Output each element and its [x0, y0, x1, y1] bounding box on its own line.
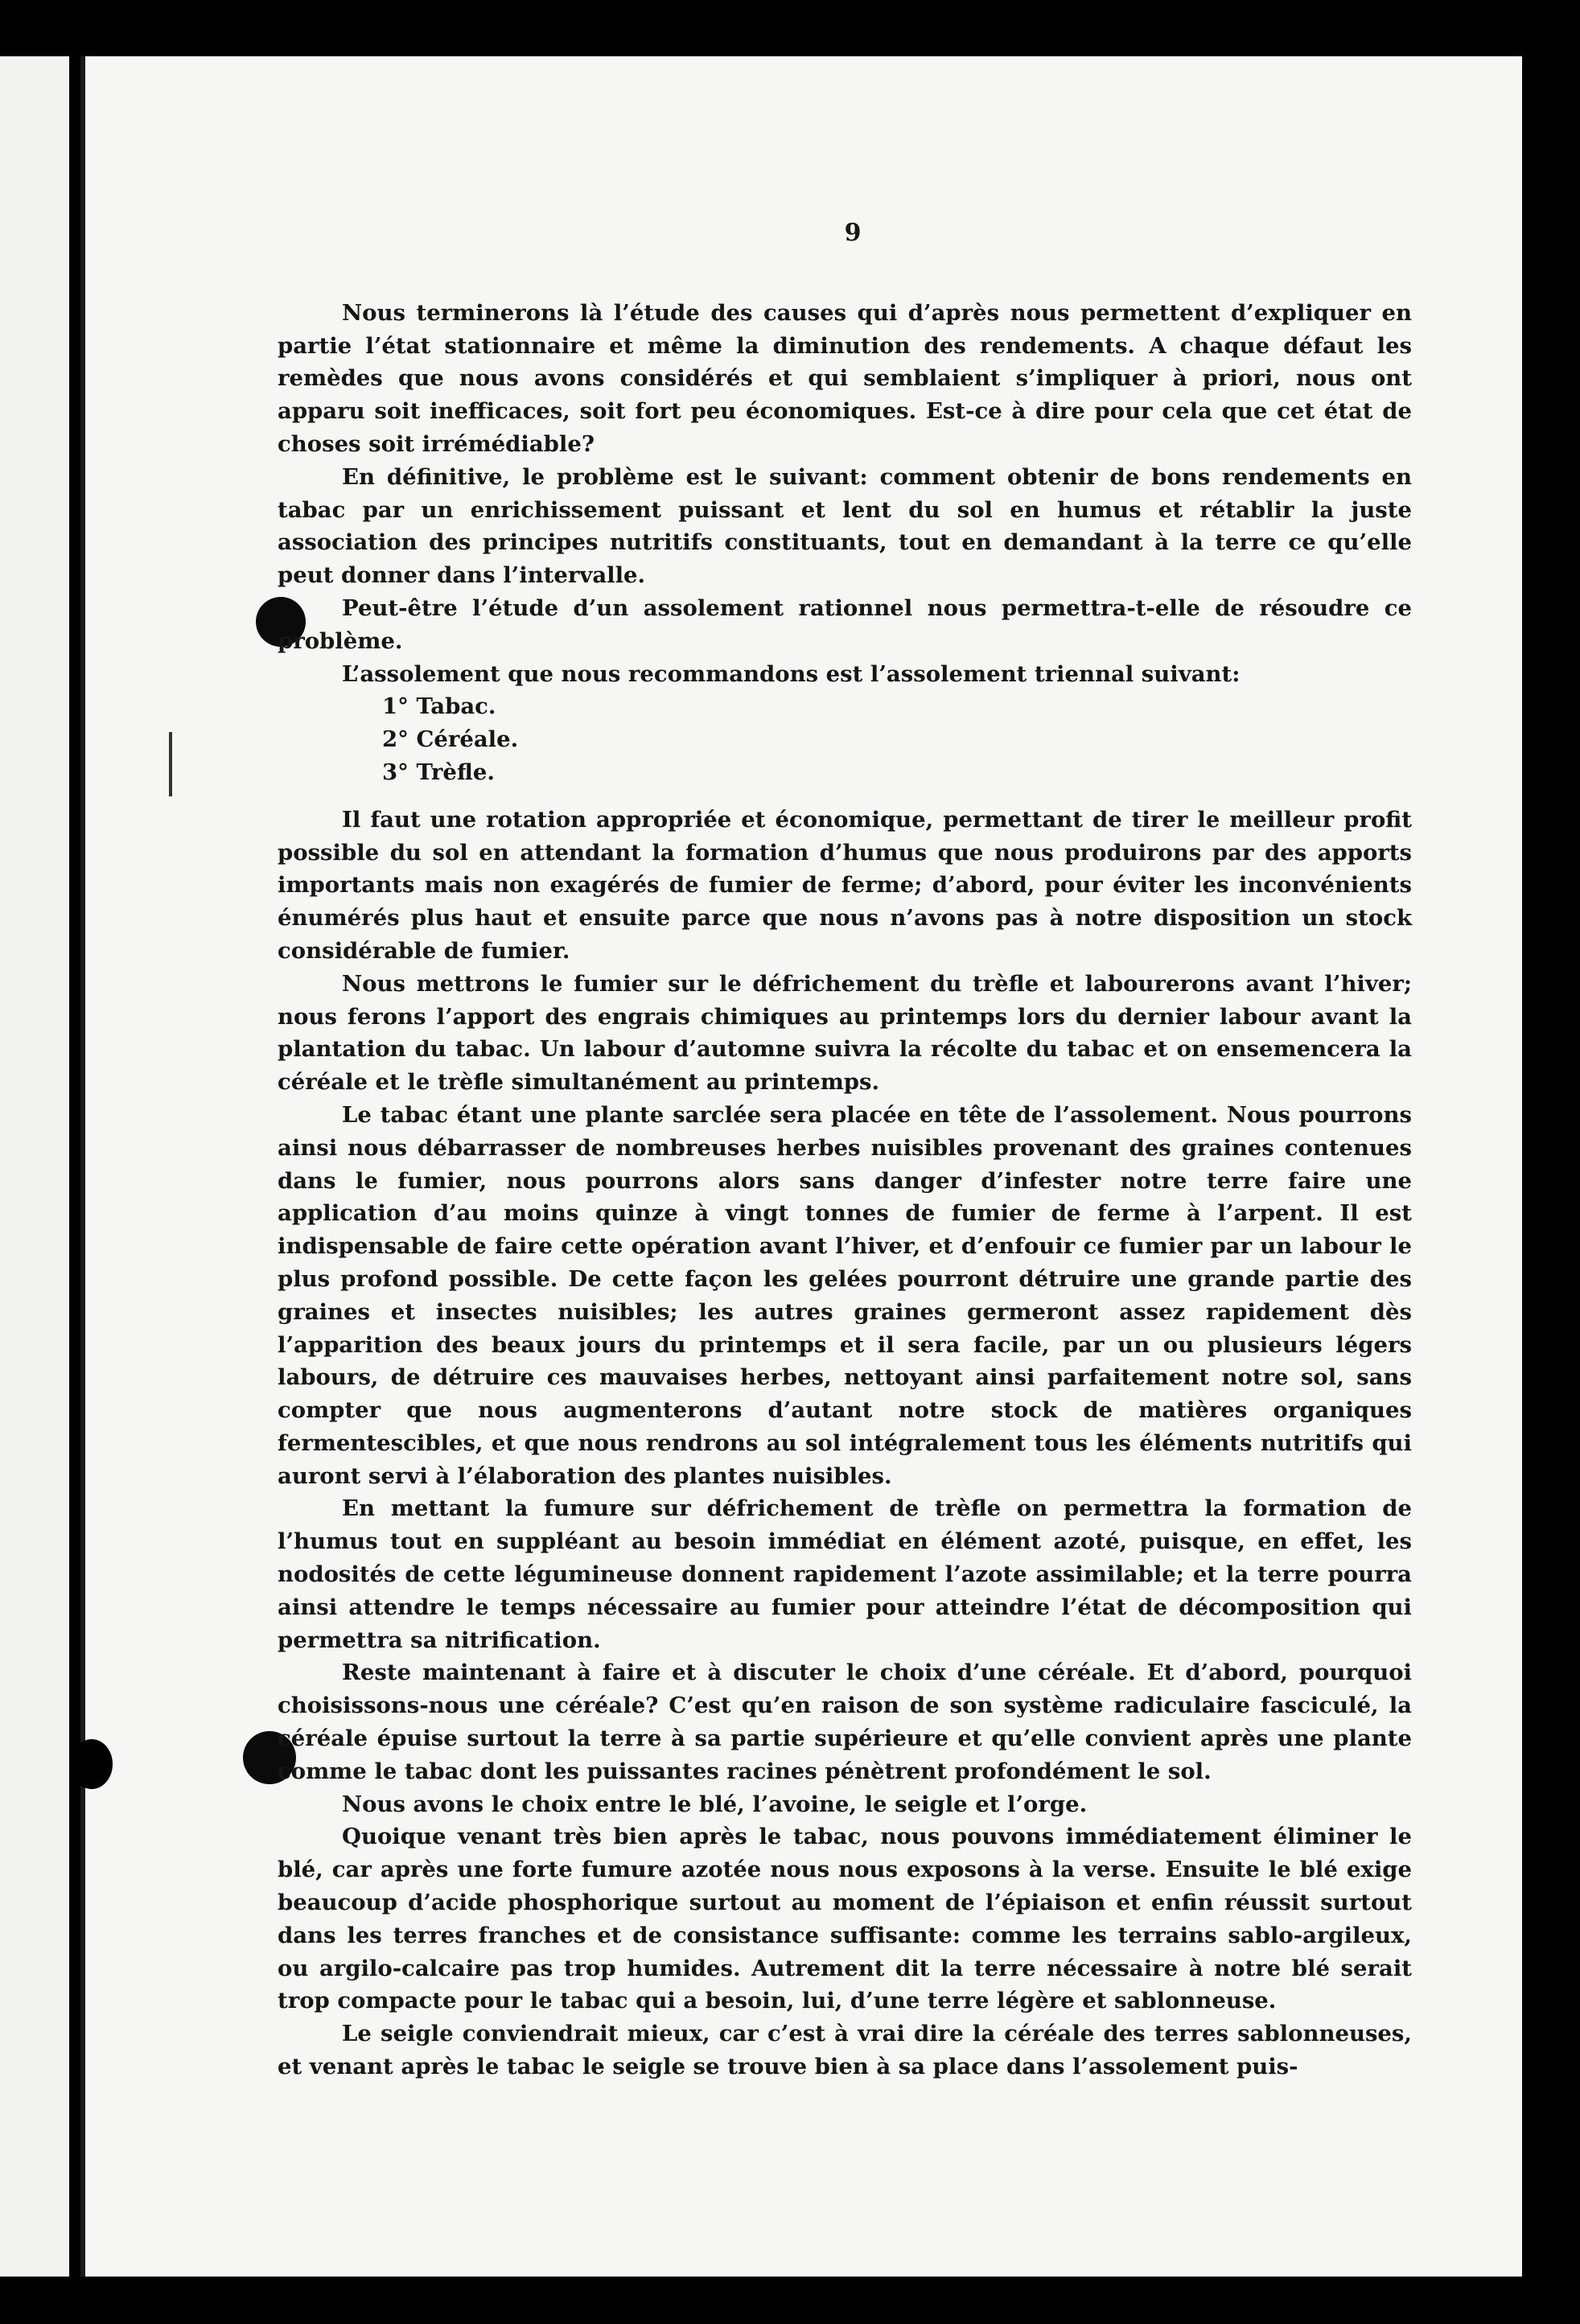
- punch-hole-edge: [71, 1739, 113, 1789]
- paragraph-cereal-options: Nous avons le choix entre le blé, l’avoine, le seigle et l’orge.: [342, 1791, 1088, 1817]
- page-number: 9: [844, 219, 862, 247]
- paragraph-cereal-choice: Reste maintenant à faire et à discuter le choix d’une céréale. Et d’abord, pourquoi choisissons-nous une céréale? C’est qu’en raison de son système radiculaire fasciculé, la céréale épuise surtout la terre à sa partie supérieure et qu’elle convient après une plante comme le tabac dont les puissantes racines pénètrent profondément le sol.: [278, 1660, 1412, 1784]
- binding-mark: [169, 732, 172, 796]
- paragraph-rotation-rationale: Il faut une rotation appropriée et économique, permettant de tirer le meilleur profit possible du sol en attendant la formation d’humus que nous produirons par des apports importants mais non exagérés de fumier de ferme; d’abord, pour éviter les inconvénients énumérés plus haut et ensuite parce que nous n’avons pas à notre disposition un stock considérable de fumier.: [278, 806, 1412, 964]
- rotation-list: [278, 690, 1412, 788]
- list-item: 1° Tabac.: [382, 693, 496, 720]
- paragraph-causes-conclusion: Nous terminerons là l’étude des causes qui d’après nous permettent d’expliquer en partie l’état stationnaire et même la diminution des rendements. A chaque défaut les remèdes que nous avons considérés et qui semblaient s’impliquer à priori, nous ont apparu soit inefficaces, soit fort peu économiques. Est-ce à dire pour cela que cet état de choses soit irrémédiable?: [278, 299, 1412, 457]
- paragraph-manure-application: Nous mettrons le fumier sur le défrichement du trèfle et labourerons avant l’hiver; nous ferons l’apport des engrais chimiques au printemps lors du dernier labour avant la plantation du tabac. Un labour d’automne suivra la récolte du tabac et on ensemencera la céréale et le trèfle simultanément au printemps.: [278, 970, 1412, 1096]
- paragraph-problem-definition: En définitive, le problème est le suivant: comment obtenir de bons rendements en tabac par un enrichissement puissant et lent du sol en humus et rétablir la juste association des principes nutritifs constituants, tout en demandant à la terre ce qu’elle peut donner dans l’intervalle.: [278, 463, 1412, 589]
- paragraph-wheat: Quoique venant très bien après le tabac, nous pouvons immédiatement éliminer le blé, car après une forte fumure azotée nous nous exposons à la verse. Ensuite le blé exige beaucoup d’acide phosphorique surtout au moment de l’épiaison et enfin réussit surtout dans les terres franches et de consistance suffisante: comme les terrains sablo-argileux, ou argilo-calcaire pas trop humides. Autrement dit la terre nécessaire à notre blé serait trop compacte pour le tabac qui a besoin, lui, d’une terre légère et sablonneuse.: [278, 1824, 1412, 2014]
- page-body: [278, 217, 1412, 2083]
- paragraph-clover-humus: En mettant la fumure sur défrichement de trèfle on permettra la formation de l’humus tout en suppléant au besoin immédiat en élément azoté, puisque, en effet, les nodosités de cette légumineuse donnent rapidement l’azote assimilable; et la terre pourra ainsi attendre le temps nécessaire au fumier pour atteindre l’état de décomposition qui permettra sa nitrification.: [278, 1495, 1412, 1653]
- paragraph-rye: Le seigle conviendrait mieux, car c’est à vrai dire la céréale des terres sablonneuses, et venant après le tabac le seigle se trouve bien à sa place dans l’assolement puis-: [278, 2021, 1412, 2080]
- paragraph-tobacco-first: Le tabac étant une plante sarclée sera placée en tête de l’assolement. Nous pourrons ainsi nous débarrasser de nombreuses herbes nuisibles provenant des graines contenues dans le fumier, nous pourrons alors sans danger d’infester notre terre faire une application d’au moins quinze à vingt tonnes de fumier de ferme à l’arpent. Il est indispensable de faire cette opération avant l’hiver, et d’enfouir ce fumier par un labour le plus profond possible. De cette façon les gelées pourront détruire une grande partie des graines et insectes nuisibles; les autres graines germeront assez rapidement dès l’apparition des beaux jours du printemps et il sera facile, par un ou plusieurs légers labours, de détruire ces mauvaises herbes, nettoyant ainsi parfaitement notre sol, sans compter que nous augmenterons d’autant notre stock de matières organiques fermentescibles, et que nous rendrons au sol intégralement tous les éléments nutritifs qui auront servi à l’élaboration des plantes nuisibles.: [278, 1101, 1412, 1489]
- adjacent-page-edge: [0, 56, 69, 2277]
- paragraph-rotation-study: Peut-être l’étude d’un assolement rationnel nous permettra-t-elle de résoudre ce problème.: [278, 594, 1412, 654]
- list-item: 3° Trèfle.: [382, 759, 495, 785]
- paragraph-rotation-intro: L’assolement que nous recommandons est l’assolement triennal suivant:: [342, 660, 1241, 687]
- list-item: 2° Céréale.: [382, 726, 519, 753]
